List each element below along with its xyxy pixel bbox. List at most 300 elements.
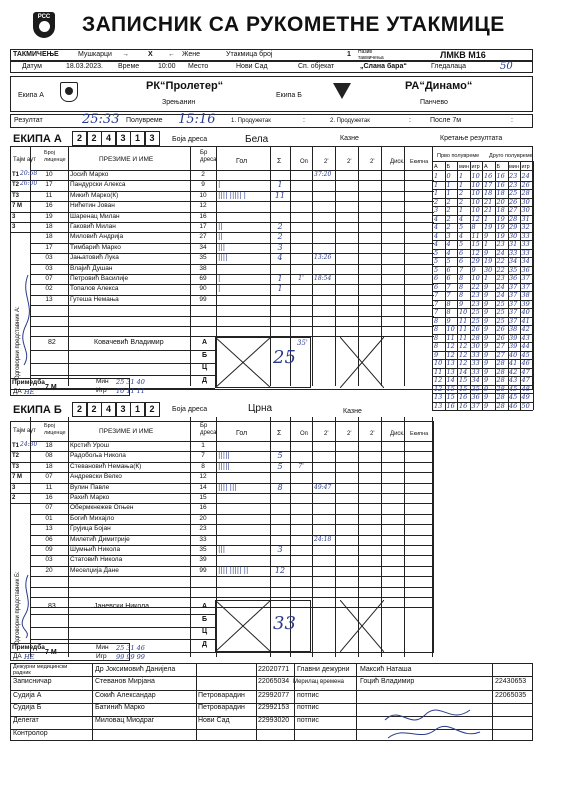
flow-cell: 8 xyxy=(446,308,451,316)
team-b-title: ЕКИПА Б xyxy=(13,404,62,416)
suspension-cell: 18:54 xyxy=(314,275,332,282)
after7m-label: После 7м xyxy=(430,117,462,124)
flow-cell: 28 xyxy=(521,189,530,197)
col-sum-b: Σ xyxy=(277,430,282,437)
flow-cell: 30 xyxy=(509,231,518,240)
license-cell: 16 xyxy=(45,202,53,210)
flow-cell: 4 xyxy=(459,231,464,240)
player-name: Грујица Бојан xyxy=(70,525,111,533)
goals-tally: |||| ||| xyxy=(218,482,237,491)
flow-cell: 37 xyxy=(521,274,530,282)
license-cell: 13 xyxy=(45,295,53,303)
jersey-cell: 12 xyxy=(199,202,207,210)
competition-label: ТАКМИЧЕЊЕ xyxy=(13,51,59,58)
official-slot: Б xyxy=(202,615,208,623)
team-a-official-name: Ковачевић Владимир xyxy=(94,339,164,346)
team-b-city: Панчево xyxy=(420,99,448,106)
flow-cell: 7 xyxy=(446,291,451,299)
player-name: Рахић Марко xyxy=(70,494,110,501)
license-cell: 06 xyxy=(45,535,53,543)
delegate-no: 22993020 xyxy=(258,717,290,724)
place-label: Место xyxy=(188,63,209,70)
ot2-label: 2. Продужетак xyxy=(330,118,370,124)
flow-cell: 1 xyxy=(446,180,451,189)
flow-cell: 8 xyxy=(446,299,451,308)
flow-cell: 8 xyxy=(434,316,439,325)
flow-cell: 2 xyxy=(446,214,451,223)
flow-cell: 9 xyxy=(484,384,489,393)
flow-cell: 38 xyxy=(521,291,530,299)
col-disq: Диск. xyxy=(390,159,405,165)
ot1-colon: : xyxy=(303,117,305,124)
team-b-penalty-cross xyxy=(340,600,384,652)
official-col-line xyxy=(196,663,197,741)
timeout-label: 3 xyxy=(12,224,16,230)
official-line xyxy=(30,363,215,364)
goals-sum: 1 xyxy=(277,274,283,283)
flow-cell: 23 xyxy=(509,172,518,180)
flow-header-cell: А xyxy=(484,164,488,170)
flow-cell: 5 xyxy=(434,265,439,274)
jersey-cell: 14 xyxy=(199,483,207,491)
team-b-remark-label: Примедба xyxy=(12,644,45,651)
flow-cell: 16 xyxy=(496,172,505,180)
flow-cell: 25 xyxy=(509,189,518,197)
flow-cell: 31 xyxy=(521,214,530,223)
arrow-right-icon: → xyxy=(122,51,129,58)
ot2-colon: : xyxy=(409,117,411,124)
flow-cell: 18 xyxy=(496,189,505,197)
flow-cell: 23 xyxy=(496,240,505,248)
flow-cell: 1 xyxy=(434,189,439,197)
col-license-b: Број лиценце xyxy=(44,423,66,436)
col-timeout: Тајм аут xyxy=(13,157,36,163)
flow-cell: 49 xyxy=(521,393,530,401)
flow-cell: 33 xyxy=(521,240,530,248)
team-b-official-name: Јаневски Никола xyxy=(94,603,150,610)
flow-cell: 40 xyxy=(521,308,530,316)
flow-cell: 9 xyxy=(484,393,489,401)
player-name: Андревски Велко xyxy=(70,473,122,481)
col-2min-3: 2' xyxy=(370,159,375,165)
flow-cell: 1 xyxy=(484,274,489,282)
team-b-label: Екипа Б xyxy=(276,92,302,99)
team-a-jersey-color: Бела xyxy=(245,134,269,145)
judge-a-city: Петроварадин xyxy=(198,692,245,699)
flow-cell: 9 xyxy=(484,350,489,359)
flow-cell: 16 xyxy=(459,393,468,401)
official-slot: А xyxy=(202,339,208,346)
timeout-label: 3 xyxy=(12,484,16,491)
timeout-label: Т1 xyxy=(12,172,20,178)
flow-cell: 12 xyxy=(471,214,480,223)
flow-cell: 9 xyxy=(446,316,451,325)
flow-cell: 39 xyxy=(521,299,530,308)
flow-cell: 2 xyxy=(446,197,451,206)
flow-cell: 1 xyxy=(484,214,489,223)
official-line xyxy=(30,614,215,615)
col-line xyxy=(312,146,313,386)
flow-cell: 5 xyxy=(434,257,439,265)
flow-cell: 21 xyxy=(484,206,493,214)
team_a-digit: 2 xyxy=(72,131,87,146)
license-cell: 11 xyxy=(45,191,53,199)
flow-cell: 9 xyxy=(484,231,489,240)
flow-header-cell: игр xyxy=(521,164,530,170)
flow-col xyxy=(470,161,471,410)
team-a-name: РК“Пролетер“ xyxy=(146,80,224,92)
player-name: Јосић Марко xyxy=(70,171,109,178)
flow-cell: 12 xyxy=(459,350,468,359)
flow-cell: 24 xyxy=(496,291,505,299)
timeout-label: Т3 xyxy=(12,463,20,470)
flow-cell: 4 xyxy=(434,223,439,231)
goals-tally: ||||| xyxy=(218,461,230,470)
flow-cell: 21 xyxy=(484,197,493,206)
flow-cell: 17 xyxy=(484,180,493,189)
flow-col xyxy=(445,161,446,410)
men-mark: X xyxy=(148,51,153,58)
flow-cell: 1 xyxy=(434,180,439,189)
flow-cell: 10 xyxy=(446,325,455,333)
player-name: Меселџија Дане xyxy=(70,566,119,574)
official-slot: Б xyxy=(202,351,208,359)
flow-cell: 23 xyxy=(471,299,480,308)
flow-col xyxy=(432,161,433,410)
flow-header-cell: Б xyxy=(446,164,451,170)
women-label: Жене xyxy=(182,51,201,58)
judge-a-name: Сокић Александар xyxy=(95,692,156,699)
timeout-label: Т1 xyxy=(12,443,20,449)
team-a-min-label: Мин xyxy=(96,378,109,385)
flow-cell: 33 xyxy=(521,248,530,257)
flow-col xyxy=(508,161,509,410)
col-name-b: ПРЕЗИМЕ И ИМЕ xyxy=(99,428,154,435)
player-name: Крстић Урош xyxy=(70,442,109,449)
judge-b-no: 22992153 xyxy=(258,704,290,711)
flow-cell: 45 xyxy=(521,350,530,359)
judge-a-no: 22992077 xyxy=(258,692,290,699)
col-name: ПРЕЗИМЕ И ИМЕ xyxy=(99,156,154,163)
license-cell: 07 xyxy=(45,504,53,512)
license-cell: 13 xyxy=(45,525,53,533)
team-a-igr-values: 10 11 11 xyxy=(116,387,145,395)
player-name: Богић Михајло xyxy=(70,514,115,522)
player-name: Јањатовић Лука xyxy=(70,254,119,262)
license-cell: 17 xyxy=(45,243,53,251)
team-b-min-values: 25 31 46 xyxy=(116,644,145,652)
official-col-line xyxy=(256,663,257,741)
chief-no: 22430653 xyxy=(495,678,527,685)
flow-cell: 34 xyxy=(521,257,530,265)
flow-cell: 12 xyxy=(471,248,480,257)
flow-header-cell: А xyxy=(434,164,438,170)
team_b-digit: 2 xyxy=(87,402,102,417)
chief-name: Максић Наташа xyxy=(360,666,412,673)
team-a-title: ЕКИПА А xyxy=(13,133,62,145)
time-value: 10:00 xyxy=(158,63,176,70)
flow-cell: 8 xyxy=(459,282,464,291)
goals-tally: | xyxy=(218,284,221,293)
goals-sum: 11 xyxy=(274,190,286,200)
col-2min-1-b: 2' xyxy=(324,431,329,437)
col-disq-b: Диск. xyxy=(390,431,405,437)
flow-cell: 5 xyxy=(459,240,464,248)
timeout-time: 20:58 xyxy=(20,170,38,177)
flow-cell: 28 xyxy=(496,384,505,393)
flow-cell: 1 xyxy=(484,240,489,248)
men-label: Мушкарци xyxy=(78,51,112,58)
goals-sum: 1 xyxy=(277,284,283,294)
col-2min-2-b: 2' xyxy=(347,431,352,437)
flow-cell: 12 xyxy=(459,342,468,350)
flow-col xyxy=(520,161,521,410)
judge-a-label: Судија А xyxy=(13,692,42,699)
official-line xyxy=(30,639,215,640)
flow-cell: 9 xyxy=(484,282,489,291)
flow-cell: 26 xyxy=(496,333,505,342)
spectators-value: 50 xyxy=(500,61,513,72)
flow-cell: 6 xyxy=(446,265,451,274)
goals-sum: 3 xyxy=(277,545,283,554)
team-a-total-cross xyxy=(215,337,271,388)
timeout-time: 26:00 xyxy=(20,180,38,188)
flow-cell: 0 xyxy=(446,172,451,180)
flow-cell: 41 xyxy=(509,359,518,367)
col-timeout-b: Тајм аут xyxy=(13,428,36,434)
team-a-total: 25 xyxy=(273,347,296,368)
license-cell: 03 xyxy=(45,254,53,262)
flow-cell: 41 xyxy=(521,316,530,325)
flow-cell: 16 xyxy=(484,172,493,180)
team_a-digit: 3 xyxy=(116,131,131,146)
col-first-half: Прво полувреме xyxy=(437,153,480,159)
official-col-line xyxy=(356,663,357,741)
flow-cell: 9 xyxy=(484,248,489,257)
official-col-line xyxy=(294,663,295,741)
row-line xyxy=(30,576,434,577)
license-cell: 08 xyxy=(45,452,53,460)
flow-cell: 20 xyxy=(496,197,505,206)
after7m-colon: : xyxy=(511,117,513,124)
timeout-label: 2 xyxy=(12,495,16,501)
flow-cell: 15 xyxy=(446,384,455,393)
flow-cell: 7 xyxy=(446,282,451,291)
flow-cell: 26 xyxy=(521,180,530,189)
team-a-jersey-label: Боја дреса xyxy=(172,136,208,143)
jersey-cell: 90 xyxy=(199,285,207,293)
ot1-label: 1. Продужетак xyxy=(231,118,271,124)
license-cell: 03 xyxy=(45,556,53,564)
flow-cell: 8 xyxy=(434,342,439,350)
flow-cell: 46 xyxy=(521,359,530,367)
time-label: Време xyxy=(118,63,140,70)
flow-cell: 3 xyxy=(446,231,451,240)
col-2min-2: 2' xyxy=(347,159,352,165)
venue-value: „Слана бара“ xyxy=(360,63,407,70)
recorder-name: Стеванов Мирјана xyxy=(95,678,155,685)
license-cell: 18 xyxy=(45,223,53,230)
timeout-line xyxy=(10,232,30,233)
col-2min-3-b: 2' xyxy=(370,431,375,437)
flow-cell: 13 xyxy=(446,367,455,376)
flow-cell: 27 xyxy=(496,350,505,359)
flow-cell: 6 xyxy=(434,282,439,291)
flow-cell: 25 xyxy=(471,308,480,316)
team-a-remark-no: НЕ xyxy=(24,388,35,396)
team-a-rep-signature xyxy=(18,270,38,370)
flow-cell: 9 xyxy=(434,350,439,359)
team-a-crest-icon xyxy=(60,82,78,102)
flow-cell: 9 xyxy=(484,401,489,410)
flow-cell: 16 xyxy=(459,401,468,410)
flow-cell: 10 xyxy=(471,172,480,180)
date-label: Датум xyxy=(22,63,42,70)
flow-cell: 12 xyxy=(459,359,468,367)
flow-cell: 30 xyxy=(521,197,530,206)
license-cell: 10 xyxy=(45,171,53,178)
flow-cell: 26 xyxy=(509,197,518,206)
player-name: Статовић Никола xyxy=(70,556,123,564)
flow-cell: 28 xyxy=(496,376,505,384)
flow-cell: 40 xyxy=(509,350,518,359)
col-line xyxy=(432,417,433,657)
jersey-cell: 39 xyxy=(199,556,207,564)
team-b-min-label: Мин xyxy=(96,644,109,651)
official-col-line xyxy=(92,663,93,741)
flow-cell: 13 xyxy=(434,401,443,410)
flow-cell: 1 xyxy=(459,180,464,189)
flow-cell: 10 xyxy=(471,274,480,282)
jersey-cell: 17 xyxy=(199,223,207,230)
team-b-penalties-label: Казне xyxy=(343,408,362,415)
team-a-label: Екипа А xyxy=(18,92,44,99)
col-2min-1: 2' xyxy=(324,159,329,165)
team-a-flow-label: Кретање резултата xyxy=(440,135,503,142)
flow-cell: 9 xyxy=(471,265,476,274)
col-warn: Оп xyxy=(300,159,308,165)
flow-cell: 9 xyxy=(484,308,489,316)
team-a-remark-label: Примедба xyxy=(12,379,45,386)
team-b-jersey-label: Боја дреса xyxy=(172,406,208,413)
team-b-jersey-color: Црна xyxy=(248,403,273,414)
flow-cell: 38 xyxy=(509,325,518,333)
flow-cell: 35 xyxy=(509,265,518,274)
arrow-left-icon: ← xyxy=(168,51,175,58)
judge-a-signature-label: потпис xyxy=(297,692,319,699)
timeout-label: 7 М xyxy=(12,474,23,481)
col-sum: Σ xyxy=(277,158,282,165)
team-a-penalty-cross xyxy=(340,337,384,388)
flow-cell: 33 xyxy=(471,359,480,367)
jersey-cell: 23 xyxy=(199,525,207,533)
medical-no: 22020771 xyxy=(258,666,290,673)
team-b-igr-label: Игр xyxy=(96,653,107,660)
row-line xyxy=(30,305,434,306)
flow-cell: 13 xyxy=(434,393,443,401)
team-b-total-cross xyxy=(215,600,271,652)
flow-cell: 15 xyxy=(471,240,480,248)
player-name: Стевановић Немања(К) xyxy=(70,462,142,470)
flow-cell: 30 xyxy=(471,342,480,350)
goals-tally: |||| xyxy=(218,253,228,262)
jersey-cell: 12 xyxy=(199,473,207,481)
flow-cell: 43 xyxy=(521,333,530,342)
player-name: Нићетин Јован xyxy=(70,202,115,210)
license-cell: 18 xyxy=(45,442,53,449)
flow-cell: 9 xyxy=(484,367,489,376)
flow-cell: 4 xyxy=(446,248,451,257)
team_a-digit: 1 xyxy=(130,131,145,146)
team-b-total: 33 xyxy=(273,613,296,634)
flow-cell: 30 xyxy=(484,265,493,274)
player-name: Влајић Душан xyxy=(70,264,113,272)
team-a-official-lic: 82 xyxy=(48,339,56,346)
league-value: ЛМКВ М16 xyxy=(440,50,486,60)
license-cell: 03 xyxy=(45,264,53,272)
federation-logo xyxy=(33,12,55,38)
col-line xyxy=(335,417,336,657)
flow-cell: 37 xyxy=(509,316,518,325)
flow-cell: 1 xyxy=(446,189,451,197)
license-cell: 18 xyxy=(45,233,53,241)
logo-text: РСС xyxy=(37,14,51,20)
recorder-no: 22065034 xyxy=(258,678,290,685)
flow-cell: 9 xyxy=(459,299,464,308)
jersey-cell: 20 xyxy=(199,514,207,522)
flow-cell: 8 xyxy=(434,325,439,333)
flow-col xyxy=(533,161,534,410)
player-name: Топалов Алекса xyxy=(70,285,119,293)
flow-cell: 9 xyxy=(484,316,489,325)
jersey-cell: 16 xyxy=(199,504,207,512)
flow-cell: 2 xyxy=(446,223,451,231)
timekeeper-no: 22065035 xyxy=(495,692,527,699)
judge-b-label: Судија Б xyxy=(13,704,42,711)
flow-cell: 36 xyxy=(471,393,480,401)
jersey-cell: 1 xyxy=(201,442,205,449)
flow-cell: 15 xyxy=(459,376,468,384)
flow-header-cell: Б xyxy=(496,164,501,170)
flow-cell: 8 xyxy=(459,274,464,282)
flow-cell: 25 xyxy=(496,308,505,316)
flow-cell: 33 xyxy=(471,350,480,359)
player-name: Обермкнежев Огњен xyxy=(70,504,134,512)
flow-cell: 28 xyxy=(471,333,480,342)
team-b-official-lic: 83 xyxy=(48,603,56,610)
flow-cell: 26 xyxy=(496,325,505,333)
license-cell: 11 xyxy=(45,483,53,491)
col-license: Број лиценце xyxy=(44,150,66,163)
half-value: 15:16 xyxy=(178,112,216,127)
warning-cell: 1' xyxy=(298,274,304,282)
col-second-half: Друго полувреме xyxy=(489,153,533,159)
goals-tally: |||| ||||| | xyxy=(218,190,247,199)
team-a-remark-yes: ДА xyxy=(13,388,22,395)
team_b-digit: 1 xyxy=(130,402,145,417)
goals-tally: |||| ||||| || xyxy=(218,565,249,574)
col-line xyxy=(190,417,191,657)
row-line xyxy=(30,587,434,588)
jersey-cell: 15 xyxy=(199,494,207,501)
col-excl: Екипна xyxy=(410,159,429,165)
place-value: Нови Сад xyxy=(236,63,268,70)
flow-cell: 23 xyxy=(496,274,505,282)
flow-cell: 45 xyxy=(509,393,518,401)
official-slot: Ц xyxy=(202,628,208,635)
jersey-cell: 34 xyxy=(199,243,207,251)
flow-cell: 5 xyxy=(459,223,464,231)
